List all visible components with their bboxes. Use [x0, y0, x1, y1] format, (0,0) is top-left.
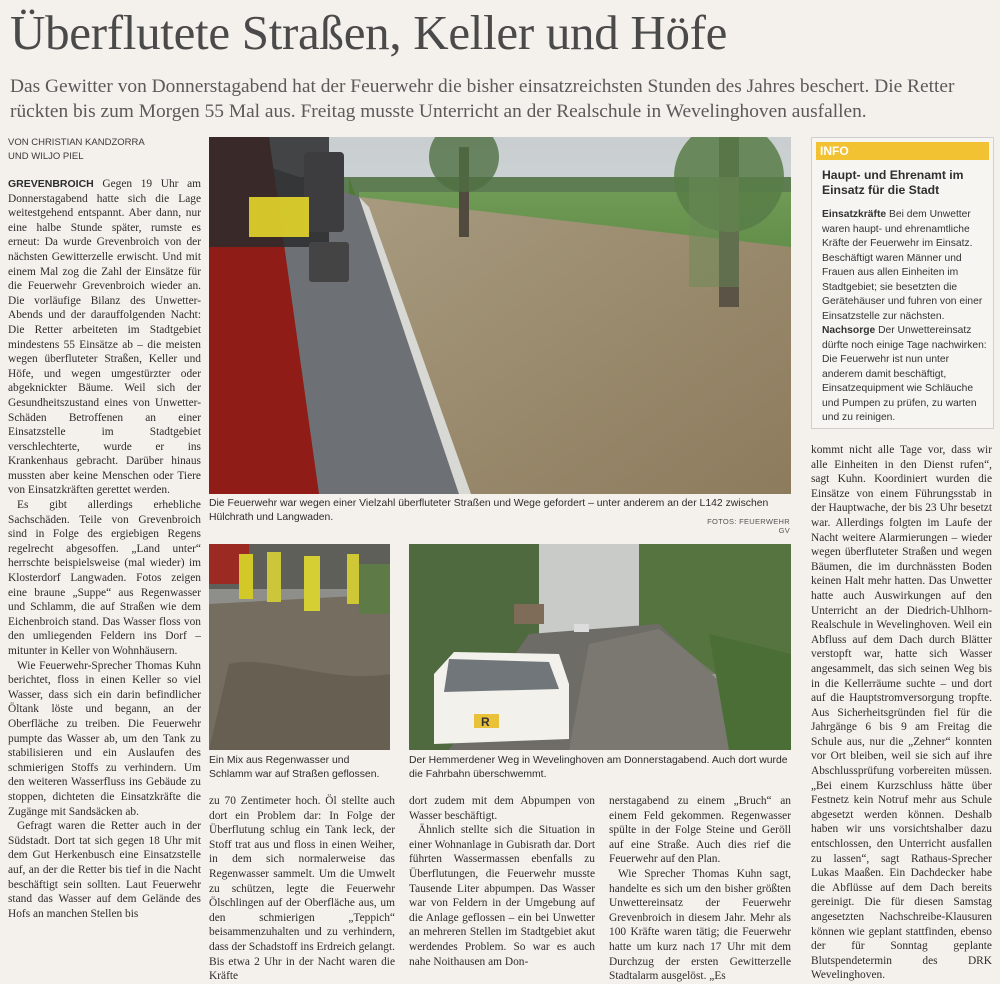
info-section-2-head: Nachsorge	[822, 325, 876, 336]
small-photo-right	[409, 544, 791, 750]
flooded-road-photo	[209, 137, 791, 494]
mud-street-photo	[209, 544, 390, 750]
van	[434, 652, 569, 744]
col3-paragraph-1: dort zudem mit dem Abpumpen von Wasser beschäftigt.	[409, 795, 595, 822]
col1-paragraph-1: Gegen 19 Uhr am Donnerstagabend hatte sich die Lage weitestgehend entspannt. Aber dann, nur eine halbe Stunde später, rumste es erneut: Da wurde Grevenbroich von der nächsten Gewitterzelle erwischt. Und mit einem Mal zog die Zahl der Einsätze für die Feuerwehr Grevenbroich wieder an. Die vorläufige Bilanz des Unwetter-Abends und der darauffolgenden Nacht: Die Retter arbeiteten im Stadtgebiet mindestens 55 Einsätze ab – die meisten wegen überfluteter Straßen, Keller und Höfe, und wegen umgestürzter oder abgeknickter Bäume. Weil sich der Gesundheitszustand eines von Unwetter-Schäden Betroffenen an einer Einsatzstelle im Stadtgebiet verschlechterte, wurde er ins Krankenhaus gebracht. Darüber hinaus mussten aber keine Menschen oder Tiere von Einsatzkräften gerettet werden.	[8, 178, 201, 497]
col2-paragraph-1: zu 70 Zentimeter hoch. Öl stellte auch dort ein Problem dar: In Folge der Überflutung schlug ein Tank leck, der Stoff trat aus und floss in einen Weiher, in dem sich normalerweise das Regenwasser sammelt. Um die Umwelt zu schützen, legte die Feuerwehr Ölschlingen auf der Oberfläche aus, um den schmierigen „Teppich“ beisammenzuhalten und zu verhindern, dass der Schadstoff ins Erdreich gelangt. Bis etwa 2 Uhr in der Nacht waren die Kräfte	[209, 795, 395, 983]
col1-paragraph-2: Es gibt allerdings erhebliche Sachschäden. Teile von Grevenbroich sind in Folge des ergiebigen Regens regelrecht abgesoffen. „Land unter“ herrschte beispielsweise (mal wieder) im Klosterdorf Langwaden. Fotos zeigen eine braune „Suppe“ aus Regenwasser und Schlamm, die auf Straßen wie dem Eichenbroich stand. Das Wasser floss von den umliegenden Feldern ins Dorf – mitunter in Keller von Wohnhäusern.	[8, 499, 201, 657]
col4-paragraph-2: Wie Sprecher Thomas Kuhn sagt, handelte es sich um den bisher größten Unwettereinsatz der Feuerwehr Grevenbroich in diesem Jahr. Mehr als 100 Kräfte waren tätig; die Feuerwehr hatte um kurz nach 17 Uhr mit dem Durchzug der ersten Gewitterzelle Stadtalarm ausgelöst. „Es	[609, 867, 791, 983]
small-photo-left	[209, 544, 390, 750]
col5-paragraph-1: kommt nicht alle Tage vor, dass wir alle Einheiten in den Dienst rufen“, sagt Kuhn. Koordiniert wurden die Einsätze von einem Führungsstab in der Hauptwache, der bis 23 Uhr besetzt war. Allerdings folgten im Laufe der Nacht weitere Alarmierungen – wieder wegen überfluteter Straßen und wegen Bäumen, die im durchnässten Boden keinen Halt mehr hatten. Das Unwetter hatte auch Auswirkungen auf den Unterricht an der Diedrich-Uhlhorn-Realschule in Wevelinghoven. Weil ein Abfluss auf dem Dach durch Blätter verstopft war, hatte sich Wasser angesammelt, das sich seinen Weg bis in die Kellerräume suchte – und dort auf die Hauptstromversorgung tropfte. Aus Sicherheitsgründen fiel für die Jahrgänge 6 bis 9 am Freitag die Schule aus, nur die „Zehner“ konnten vor Ort bleiben, weil sie sich auf ihre Abschlussprüfung vorbereiten müssen. „Bei einem Kurzschluss hätte über Festnetz kein Notruf mehr aus Schule abgesetzt werden können. Deshalb haben wir uns vorsichtshalber dazu entschlossen, den Unterricht ausfallen zu lassen“, sagt Rathaus-Sprecher Lukas Maaßen. Ein Dachdecker habe die Abflüsse auf dem Dach bereits gereinigt. Die für diesen Samstag angesetzten Nachschreibe-Klausuren können wie geplant stattfinden, ebenso der für Sonntag geplante Blutspendetermin des DRK Wevelinghoven.	[811, 444, 992, 982]
article-column-3	[409, 794, 595, 969]
article-column-4	[609, 794, 791, 984]
byline	[8, 136, 198, 164]
col4-paragraph-1: nerstagabend zu einem „Bruch“ an einem Feld gekommen. Regenwasser spülte in der Folge Steine und Geröll auf eine Straße. Auch dies rief die Feuerwehr auf den Plan.	[609, 795, 791, 866]
info-section-2-text: Der Unwettereinsatz dürfte noch einige Tage nachwirken: Die Feuerwehr ist nun unter anderem damit beschäftigt, Einsatzequipment wie Schläuche und Pumpen zu prüfen, zu warten und zu reinigen.	[822, 325, 987, 423]
info-box	[811, 137, 994, 429]
main-caption-text: Die Feuerwehr war wegen einer Vielzahl überfluteter Straßen und Wege gefordert – unter anderem an der L142 zwischen Hülchrath und Langwaden.	[209, 498, 769, 523]
byline-author-2: UND WILJO PIEL	[8, 151, 84, 162]
info-section-1-head: Einsatzkräfte	[822, 209, 887, 220]
flooded-lane-photo	[409, 544, 791, 750]
main-photo	[209, 137, 791, 494]
dek: Das Gewitter von Donnerstagabend hat der Feuerwehr die bisher einsatzreichsten Stunden des Jahres beschert. Die Retter rückten bis zum Morgen 55 Mal aus. Freitag musste Unterricht an der Realschule in Wevelinghoven ausfallen.	[10, 76, 955, 122]
article-column-2	[209, 794, 395, 984]
col3-paragraph-2: Ähnlich stellte sich die Situation in einer Wohnanlage in Gubisrath dar. Dort führten Wassermassen ebenfalls zu Überflutungen, die Feuerwehr musste Tausende Liter abpumpen. Das Wasser war von Feldern in der Umgebung auf die Anlage geflossen – ein bei Unwetter an mehreren Stellen im Stadtgebiet akut werdendes Problem. So war es auch nahe Noithausen am Don-	[409, 824, 595, 968]
info-body	[822, 208, 990, 426]
headline: Überflutete Straßen, Keller und Höfe	[10, 5, 728, 60]
info-title: Haupt- und Ehrenamt im Einsatz für die Stadt	[822, 168, 964, 197]
dateline: GREVENBROICH	[8, 178, 94, 190]
article-column-1	[8, 177, 201, 921]
small-right-caption: Der Hemmerdener Weg in Wevelinghoven am Donnerstagabend. Auch dort wurde die Fahrbahn überschwemmt.	[409, 755, 788, 780]
byline-author-1: VON CHRISTIAN KANDZORRA	[8, 137, 145, 148]
col1-paragraph-3: Wie Feuerwehr-Sprecher Thomas Kuhn berichtet, floss in einen Keller so viel Wasser, dass sich ein darin befindlicher Öltank löste und begann, an der Oberfläche zu treiben. Die Feuerwehr pumpte das Wasser ab, um den Tank zu stabilisieren und ein Auslaufen des schmierigen Stoffs zu verhindern. Um den weiteren Wasserfluss ins Gebäude zu stoppen, dichteten die Einsatzkräfte die Zugänge mit Sandsäcken ab.	[8, 659, 201, 818]
col1-paragraph-4: Gefragt waren die Retter auch in der Südstadt. Dort tat sich gegen 18 Uhr mit dem Gut Herkenbusch eine Einsatzstelle auf, an der die Retter bis tief in die Nacht beschäftigt sein sollten. Laut Feuerwehr stand das Wasser auf dem Gelände des Hofs an manchen Stellen bis	[8, 820, 201, 920]
photo-credit: FOTOS: FEUERWEHR GV	[707, 517, 790, 535]
van-logo: R	[481, 715, 490, 729]
article-column-5	[811, 443, 992, 983]
info-section-1-text: Bei dem Unwetter waren haupt- und ehrenamtliche Kräfte der Feuerwehr im Einsatz. Beschäftigt waren Männer und Frauen aus allen Einheiten im Stadtgebiet; sie besetzten die Gerätehäuser und fuhren von einer Einsatzstelle zur nächsten.	[822, 209, 983, 322]
info-label: INFO	[816, 142, 989, 160]
small-left-caption: Ein Mix aus Regenwasser und Schlamm war auf Straßen geflossen.	[209, 755, 380, 780]
